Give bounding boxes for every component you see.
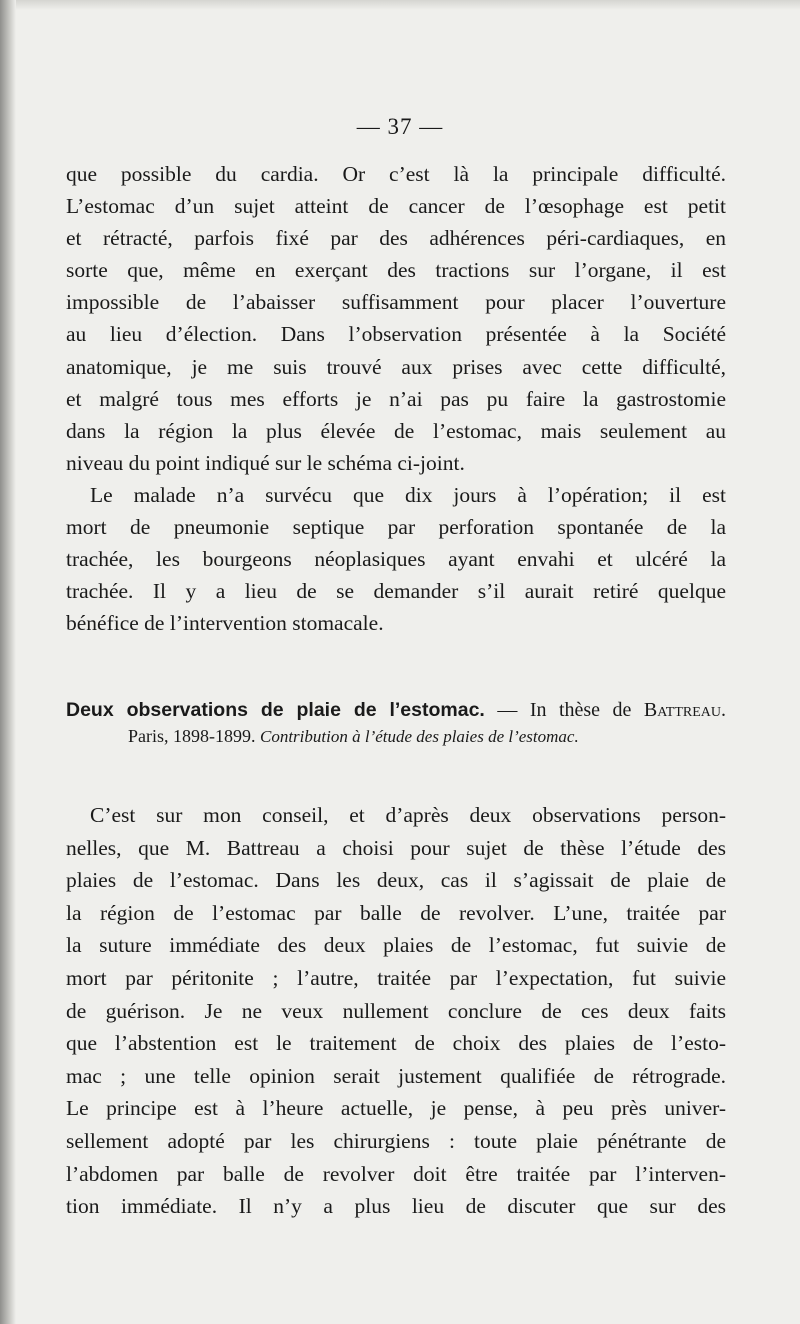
paragraph-block-2: [66, 799, 726, 1223]
text-line: sellement adopté par les chirurgiens : toute plaie pénétrante de: [66, 1128, 726, 1153]
section-heading: [66, 697, 726, 750]
text-line: Le principe est à l’heure actuelle, je pense, à peu près univer-: [66, 1096, 726, 1121]
text-line: nelles, que M. Battreau a choisi pour sujet de thèse l’étude des: [66, 835, 726, 860]
text-line: au lieu d’élection. Dans l’observation présentée à la Société: [66, 322, 726, 347]
text-line: et malgré tous mes efforts je n’ai pas pu faire la gastrostomie: [66, 386, 726, 411]
heading-line-2: [66, 723, 726, 750]
page-top-shadow: [0, 0, 800, 10]
text-line: impossible de l’abaisser suffisamment pour placer l’ouverture: [66, 290, 726, 315]
heading-line-1: [66, 697, 726, 723]
text-line: mort de pneumonie septique par perforation spontanée de la: [66, 515, 726, 540]
text-line: dans la région la plus élevée de l’estomac, mais seulement au: [66, 418, 726, 443]
text-line-indented: C’est sur mon conseil, et d’après deux observations person-: [90, 803, 726, 827]
text-line: que l’abstention est le traitement de choix des plaies de l’esto-: [66, 1031, 726, 1056]
text-line: tion immédiate. Il n’y a plus lieu de discuter que sur des: [66, 1194, 726, 1219]
text-line: niveau du point indiqué sur le schéma ci-joint.: [66, 450, 465, 475]
text-line: sorte que, même en exerçant des tractions sur l’organe, il est: [66, 258, 726, 283]
paragraph-block-1: [66, 158, 726, 639]
text-line-indented: Le malade n’a survécu que dix jours à l’opération; il est: [90, 482, 726, 507]
text-line: l’abdomen par balle de revolver doit être traitée par l’interven-: [66, 1161, 726, 1186]
heading-title: Deux observations de plaie de l’estomac.: [66, 699, 485, 721]
text-line: que possible du cardia. Or c’est là la principale difficulté.: [66, 162, 726, 186]
page-number: — 37 —: [356, 114, 444, 139]
text-line: la suture immédiate des deux plaies de l’estomac, fut suivie de: [66, 933, 726, 958]
text-line: trachée. Il y a lieu de se demander s’il aurait retiré quelque: [66, 579, 726, 604]
heading-dash-text: — In thèse de: [497, 699, 632, 721]
heading-author: Battreau.: [643, 699, 727, 721]
text-line: anatomique, je me suis trouvé aux prises avec cette difficulté,: [66, 354, 726, 379]
text-line: bénéfice de l’intervention stomacale.: [66, 611, 384, 636]
heading-work-title: Contribution à l’étude des plaies de l’estomac.: [260, 727, 579, 746]
text-line: la région de l’estomac par balle de revolver. L’une, traitée par: [66, 900, 726, 925]
page-binding-shadow: [0, 0, 16, 1324]
text-line: plaies de l’estomac. Dans les deux, cas il s’agissait de plaie de: [66, 868, 726, 893]
text-line: trachée, les bourgeons néoplasiques ayant envahi et ulcéré la: [66, 547, 726, 572]
text-line: et rétracté, parfois fixé par des adhérences péri-cardiaques, en: [66, 226, 726, 251]
text-line: L’estomac d’un sujet atteint de cancer de l’œsophage est petit: [66, 194, 726, 219]
text-line: mort par péritonite ; l’autre, traitée par l’expectation, fut suivie: [66, 965, 726, 990]
text-line: de guérison. Je ne veux nullement conclure de ces deux faits: [66, 998, 726, 1023]
text-line: mac ; une telle opinion serait justement qualifiée de rétrograde.: [66, 1063, 726, 1088]
heading-place-date: Paris, 1898-1899.: [128, 726, 256, 746]
